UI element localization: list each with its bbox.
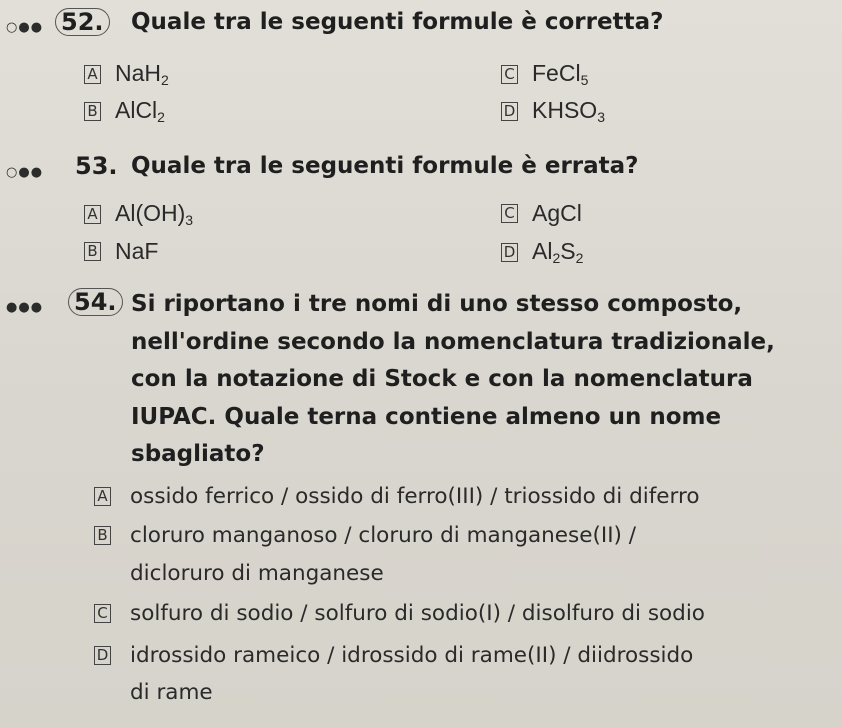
option-52-d[interactable] [501,97,605,125]
formula: AlCl$_2$ [115,97,165,125]
option-54-a[interactable] [97,478,700,515]
question-line: con la notazione di Stock e con la nomenclatura [131,366,753,392]
option-letter-c: C [501,204,518,223]
option-52-a[interactable] [84,60,169,88]
option-letter-a: A [84,205,101,224]
formula: AgCl [532,200,582,226]
option-letter-b: B [94,526,111,545]
option-letter-d: D [501,243,518,262]
option-letter-b: B [84,242,101,261]
option-letter-d: D [501,102,518,121]
formula: $KHSO_3$ [532,97,605,125]
formula: $Al(OH)_3$ [115,200,194,228]
option-54-b-continued: dicloruro di manganese [130,561,384,586]
question-text-52: Quale tra le seguenti formule è corretta? [131,9,664,35]
option-54-d-continued: di rame [130,680,213,705]
difficulty-dots-52: ○●● [6,20,44,35]
question-number-52: 52. [55,8,110,36]
formula: NaH$_2$ [115,60,169,88]
option-53-c[interactable] [501,200,582,227]
option-text: ossido ferrico / ossido di ferro(III) / triossido di diferro [130,484,700,509]
question-line: Si riportano i tre nomi di uno stesso composto, [131,291,743,317]
option-letter-c: C [501,65,518,84]
formula: $Al_2S_2$ [532,238,584,266]
option-54-b[interactable] [97,517,636,554]
difficulty-dots-54: ●●● [6,300,44,315]
option-54-c[interactable] [97,595,705,632]
option-text: solfuro di sodio / solfuro di sodio(I) / disolfuro di sodio [130,601,705,626]
formula: FeCl$_5$ [532,60,589,88]
option-letter-c: C [94,604,111,623]
question-number-53: 53. [75,152,118,180]
option-text: idrossido rameico / idrossido di rame(II) / diidrossido [130,643,694,668]
option-letter-a: A [94,487,111,506]
option-52-c[interactable] [501,60,588,88]
option-52-b[interactable] [84,97,165,125]
option-53-b[interactable] [84,238,158,265]
question-line: nell'ordine secondo la nomenclatura tradizionale, [131,328,775,355]
question-number-54: 54. [68,288,123,316]
option-letter-a: A [84,65,101,84]
option-text: cloruro manganoso / cloruro di manganese(II) / [130,523,636,548]
question-line: IUPAC. Quale terna contiene almeno un nome [131,403,722,430]
option-54-d[interactable] [96,637,694,674]
question-line: sbagliato? [131,441,265,467]
option-letter-d: D [94,646,111,665]
option-53-d[interactable] [501,238,583,266]
formula: NaF [115,238,159,264]
option-53-a[interactable] [84,200,193,228]
question-text-53: Quale tra le seguenti formule è errata? [131,153,639,179]
option-letter-b: B [84,102,101,121]
question-text-54 [131,286,775,474]
difficulty-dots-53: ○●● [6,165,44,180]
